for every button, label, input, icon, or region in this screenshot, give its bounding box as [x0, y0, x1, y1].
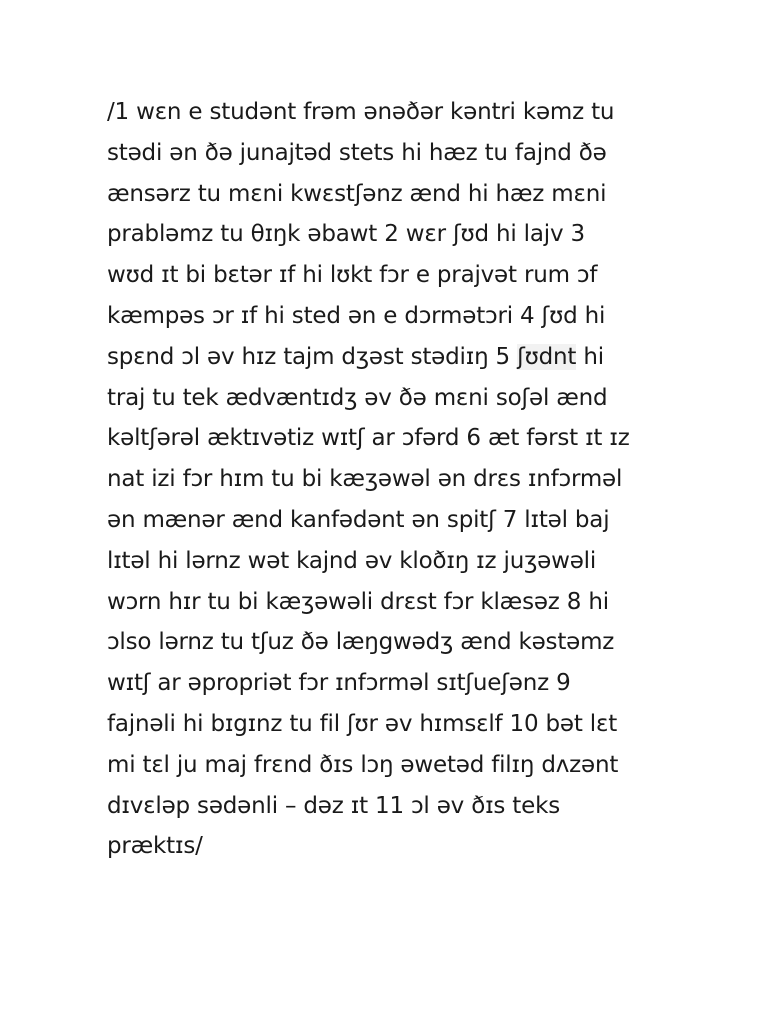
text-line-7	[107, 337, 677, 378]
text-line-4: prabləmz tu θɪŋk əbawt 2 wɛr ʃʊd hi lajv 3	[107, 221, 585, 248]
text-line-18: dɪvɛləp sədənli – dəz ɪt 11 ɔl əv ðɪs teks	[107, 792, 560, 819]
phonetic-transcription-text	[107, 92, 677, 867]
text-line-2: stədi ən ðə junajtəd stets hi hæz tu fajnd ðə	[107, 139, 607, 166]
text-line-6: kæmpəs ɔr ɪf hi sted ən e dɔrmətɔri 4 ʃʊd hi	[107, 302, 606, 329]
text-line-1: /1 wɛn e studənt frəm ənəðər kəntri kəmz tu	[107, 99, 615, 125]
text-line-19: præktɪs/	[107, 833, 203, 860]
text-line-5: wʊd ɪt bi bɛtər ɪf hi lʊkt fɔr e prajvət rum ɔf	[107, 262, 598, 289]
text-line-10: nat izi fɔr hɪm tu bi kæʒəwəl ən drɛs ɪnfɔrməl	[107, 466, 623, 493]
text-line-15: wɪtʃ ar əpropriət fɔr ɪnfɔrməl sɪtʃueʃənz 9	[107, 670, 571, 697]
text-line-7-tail: hi	[576, 343, 604, 370]
text-line-13: wɔrn hɪr tu bi kæʒəwəli drɛst fɔr klæsəz 8 hi	[107, 588, 609, 615]
text-line-11: ən mænər ænd kanfədənt ən spitʃ 7 lɪtəl baj	[107, 506, 610, 533]
text-line-7-head: spɛnd ɔl əv hɪz tajm dʒəst stədiɪŋ 5	[107, 343, 518, 370]
text-line-14: ɔlso lərnz tu tʃuz ðə læŋgwədʒ ænd kəstəmz	[107, 629, 615, 656]
text-line-16: fajnəli hi bɪgɪnz tu fil ʃʊr əv hɪmsɛlf 10 bət lɛt	[107, 710, 618, 737]
text-line-3: ænsərz tu mɛni kwɛstʃənz ænd hi hæz mɛni	[107, 180, 607, 207]
text-line-17: mi tɛl ju maj frɛnd ðɪs lɔŋ əwetəd filɪŋ dʌzənt	[107, 751, 619, 778]
text-line-12: lɪtəl hi lərnz wət kajnd əv kloðɪŋ ɪz juʒəwəli	[107, 547, 597, 574]
text-line-8: traj tu tek ædvæntɪdʒ əv ðə mɛni soʃəl ænd	[107, 384, 608, 411]
text-line-9: kəltʃərəl æktɪvətiz wɪtʃ ar ɔfərd 6 æt fərst ɪt ɪz	[107, 425, 630, 452]
highlighted-word: ʃʊdnt	[517, 343, 577, 370]
